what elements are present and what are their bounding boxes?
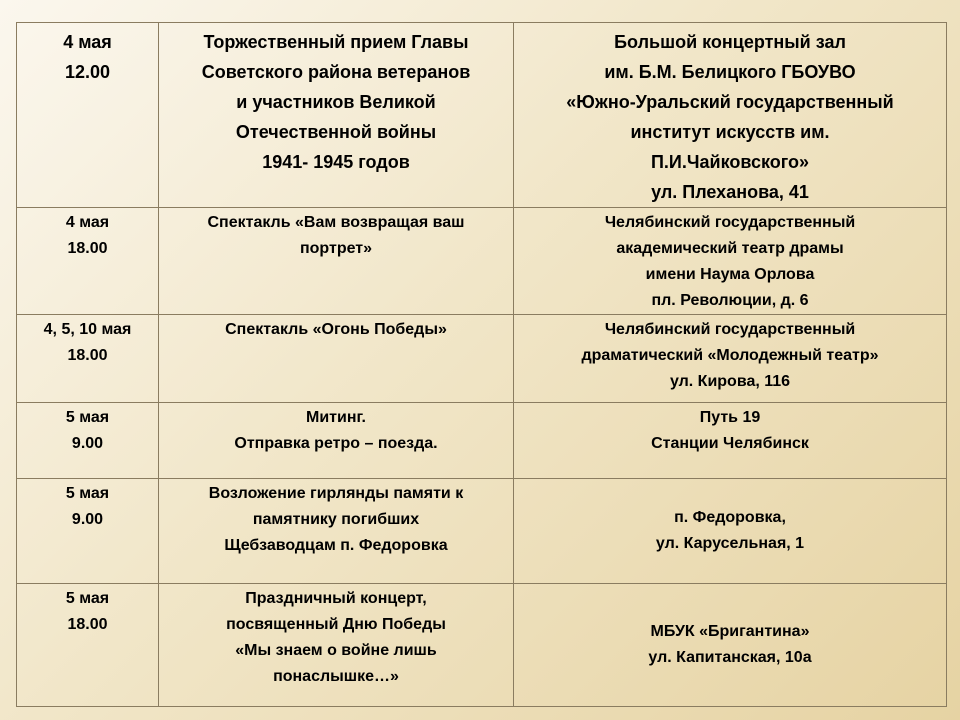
event-date: 4 мая — [65, 214, 110, 231]
events-schedule-table — [16, 22, 947, 707]
event-venue-cell — [514, 315, 947, 403]
event-venue-line: Станции Челябинск — [651, 435, 809, 452]
event-time: 9.00 — [71, 435, 104, 452]
event-title-line: Советского района ветеранов — [201, 62, 471, 82]
table-row — [17, 584, 947, 707]
event-date: 5 мая — [65, 590, 110, 607]
event-venue-cell — [514, 23, 947, 208]
event-venue-line: МБУК «Бригантина» — [650, 623, 810, 640]
event-title-line: портрет» — [299, 240, 373, 257]
event-venue-line: институт искусств им. — [630, 122, 830, 142]
event-title-cell — [159, 23, 514, 208]
event-date: 5 мая — [65, 485, 110, 502]
event-venue-line: ул. Плеханова, 41 — [651, 182, 809, 202]
event-time: 12.00 — [64, 62, 111, 82]
event-title-line: Возложение гирлянды памяти к — [208, 485, 464, 502]
event-title-line: «Мы знаем о войне лишь — [235, 642, 437, 659]
table-row — [17, 403, 947, 479]
event-title-line: посвященный Дню Победы — [226, 616, 446, 633]
event-time: 18.00 — [67, 240, 108, 257]
event-date-cell — [17, 479, 159, 584]
event-venue-line: Большой концертный зал — [614, 32, 846, 52]
event-venue-line: им. Б.М. Белицкого ГБОУВО — [604, 62, 856, 82]
event-title-line: 1941- 1945 годов — [262, 152, 410, 172]
event-title-cell — [159, 315, 514, 403]
event-date: 5 мая — [65, 409, 110, 426]
event-venue-line: П.И.Чайковского» — [650, 152, 810, 172]
event-venue-line: академический театр драмы — [616, 240, 844, 257]
table-row — [17, 23, 947, 208]
table-row — [17, 208, 947, 315]
event-venue-line: Путь 19 — [699, 409, 761, 426]
event-venue-cell — [514, 208, 947, 315]
table-row — [17, 479, 947, 584]
event-title-cell — [159, 208, 514, 315]
table-row — [17, 315, 947, 403]
event-time: 18.00 — [67, 616, 108, 633]
event-time: 18.00 — [67, 347, 108, 364]
event-time: 9.00 — [71, 511, 104, 528]
event-venue-line: пл. Революции, д. 6 — [651, 292, 809, 309]
event-title-line: Торжественный прием Главы — [203, 32, 469, 52]
event-venue-line: драматический «Молодежный театр» — [581, 347, 879, 364]
event-title-line: Праздничный концерт, — [245, 590, 427, 607]
event-venue-line: ул. Капитанская, 10а — [648, 649, 812, 666]
event-date-cell — [17, 584, 159, 707]
event-title-line: Отправка ретро – поезда. — [234, 435, 438, 452]
event-venue-cell — [514, 479, 947, 584]
event-date-cell — [17, 315, 159, 403]
event-date: 4, 5, 10 мая — [43, 321, 132, 338]
event-venue-cell — [514, 584, 947, 707]
event-date-cell — [17, 403, 159, 479]
event-title-line: памятнику погибших — [252, 511, 420, 528]
event-venue-line: Челябинский государственный — [604, 321, 856, 338]
event-venue-line: п. Федоровка, — [674, 509, 786, 526]
event-title-line: понаслышке…» — [273, 668, 399, 685]
event-date-cell — [17, 208, 159, 315]
event-title-line: Спектакль «Огонь Победы» — [225, 321, 447, 338]
event-title-cell — [159, 584, 514, 707]
event-venue-line: имени Наума Орлова — [645, 266, 815, 283]
event-title-line: Спектакль «Вам возвращая ваш — [207, 214, 465, 231]
event-venue-cell — [514, 403, 947, 479]
event-title-line: и участников Великой — [236, 92, 436, 112]
event-date: 4 мая — [63, 32, 112, 52]
event-venue-line: Челябинский государственный — [604, 214, 856, 231]
event-title-line: Митинг. — [305, 409, 366, 426]
event-venue-line: ул. Кирова, 116 — [669, 373, 791, 390]
event-title-cell — [159, 479, 514, 584]
event-title-line: Отечественной войны — [235, 122, 437, 142]
event-venue-line: ул. Карусельная, 1 — [655, 535, 805, 552]
event-title-cell — [159, 403, 514, 479]
event-date-cell — [17, 23, 159, 208]
event-title-line: Щебзаводцам п. Федоровка — [224, 537, 448, 554]
event-venue-line: «Южно-Уральский государственный — [566, 92, 894, 112]
